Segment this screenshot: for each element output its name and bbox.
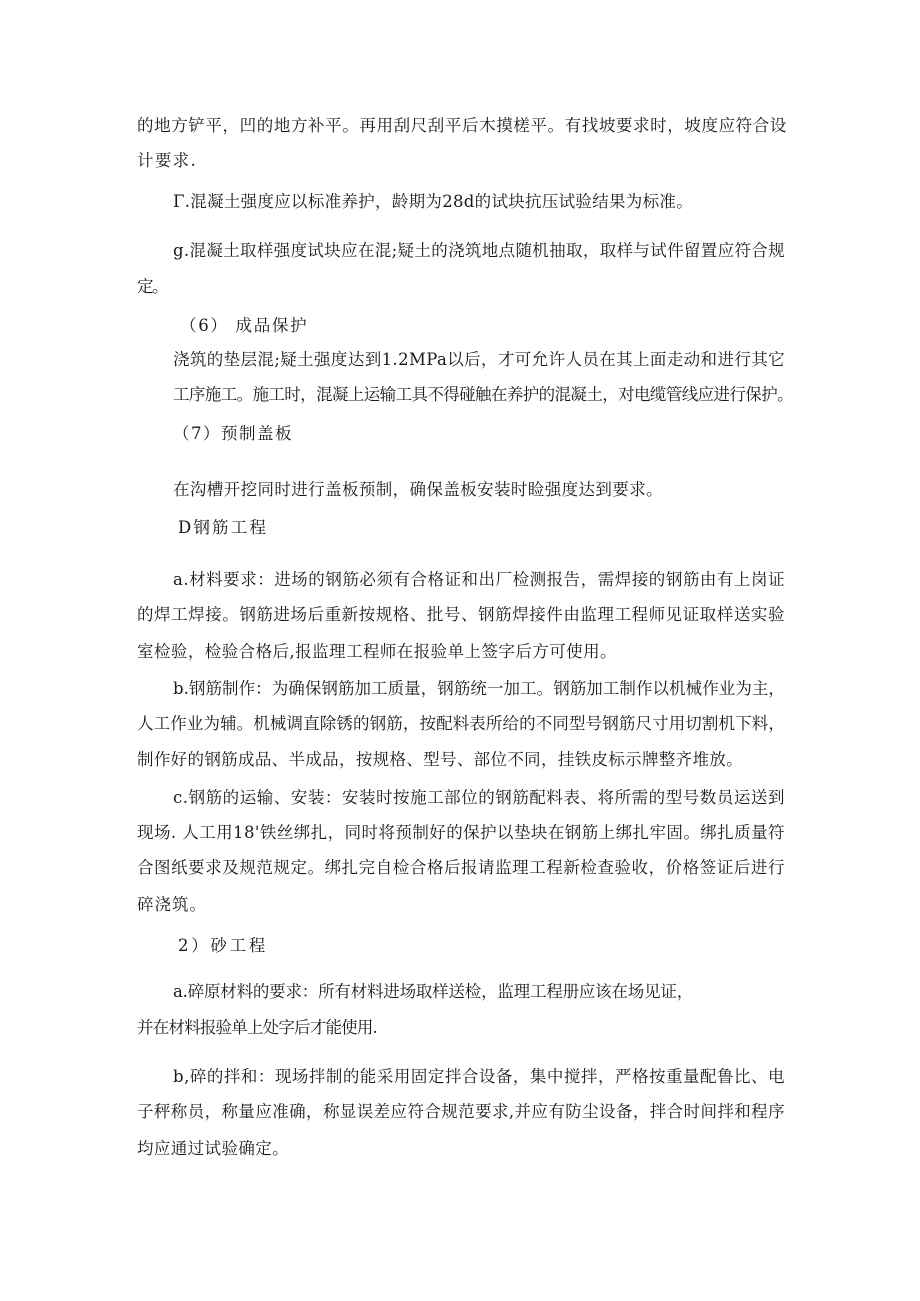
text-line: 的地方铲平，凹的地方补平。再用刮尺刮平后木摸槎平。有找坡要求时，坡度应符合设 [137,116,787,135]
text-line: b,碎的拌和：现场拌制的能采用固定拌合设备，集中搅拌，严格按重量配鲁比、电 [173,1067,785,1086]
text-line: 浇筑的垫层混;疑土强度达到1.2MPa以后，才可允许人员在其上面走动和进行其它 [173,350,785,369]
text-line: 的焊工焊接。钢筋进场后重新按规格、批号、钢筋焊接件由监理工程师见证取样送实验 [137,605,785,624]
text-line: Γ.混凝土强度应以标准养护，龄期为28d的试块抗压试验结果为标准。 [173,192,693,211]
section-heading: 2）砂工程 [178,936,268,955]
text-line: 子秤称员，称量应准确，称显误差应符合规范要求,并应有防尘设备，拌合时间拌和程序 [137,1102,785,1121]
text-line: 现场. 人工用18'铁丝绑扎，同时将预制好的保护以垫块在钢筋上绑扎牢固。绑扎质量符 [137,823,785,842]
text-line: 在沟槽开挖同时进行盖板预制，确保盖板安装时睑强度达到要求。 [173,480,663,499]
text-line: 制作好的钢筋成品、半成品，按规格、型号、部位不同，挂铁皮标示牌整齐堆放。 [137,750,743,769]
text-line: g.混凝土取样强度试块应在混;疑土的浇筑地点随机抽取，取样与试件留置应符合规 [173,241,785,260]
text-line: 人工作业为辅。机械调直除锈的钢筋，按配料表所给的不同型号钢筋尺寸用切割机下料， [137,714,785,733]
text-line: 工序施工。施工时，混凝上运输工具不得碰触在养护的混凝土，对电缆管线应进行保护。 [173,385,794,404]
text-line: 计要求. [137,151,197,170]
text-line: 室检验，检验合格后,报监理工程师在报验单上签字后方可使用。 [137,642,617,661]
text-line: a.材料要求：进场的钢筋必须有合格证和出厂检测报告，需焊接的钢筋由有上岗证 [173,570,785,589]
section-heading: D钢筋工程 [178,518,268,537]
text-line: 均应通过试验确定。 [137,1139,289,1158]
text-line: 碎浇筑。 [137,895,207,914]
section-heading: （6） 成品保护 [180,316,309,335]
section-heading: （7）预制盖板 [173,424,293,443]
text-line: a.碎原材料的要求：所有材料进场取样送检，监理工程册应该在场见证， [173,982,693,1001]
text-line: 合图纸要求及规范规定。绑扎完自检合格后报请监理工程新检查验收，价格签证后进行 [137,858,785,877]
text-line: 并在材料报验单上处字后才能使用. [137,1018,377,1037]
text-line: c.钢筋的运输、安装：安装时按施工部位的钢筋配料表、将所需的型号数员运送到 [173,788,785,807]
text-line: 定。 [137,277,167,296]
text-line: b.钢筋制作：为确保钢筋加工质量，钢筋统一加工。钢筋加工制作以机械作业为主， [173,679,785,698]
